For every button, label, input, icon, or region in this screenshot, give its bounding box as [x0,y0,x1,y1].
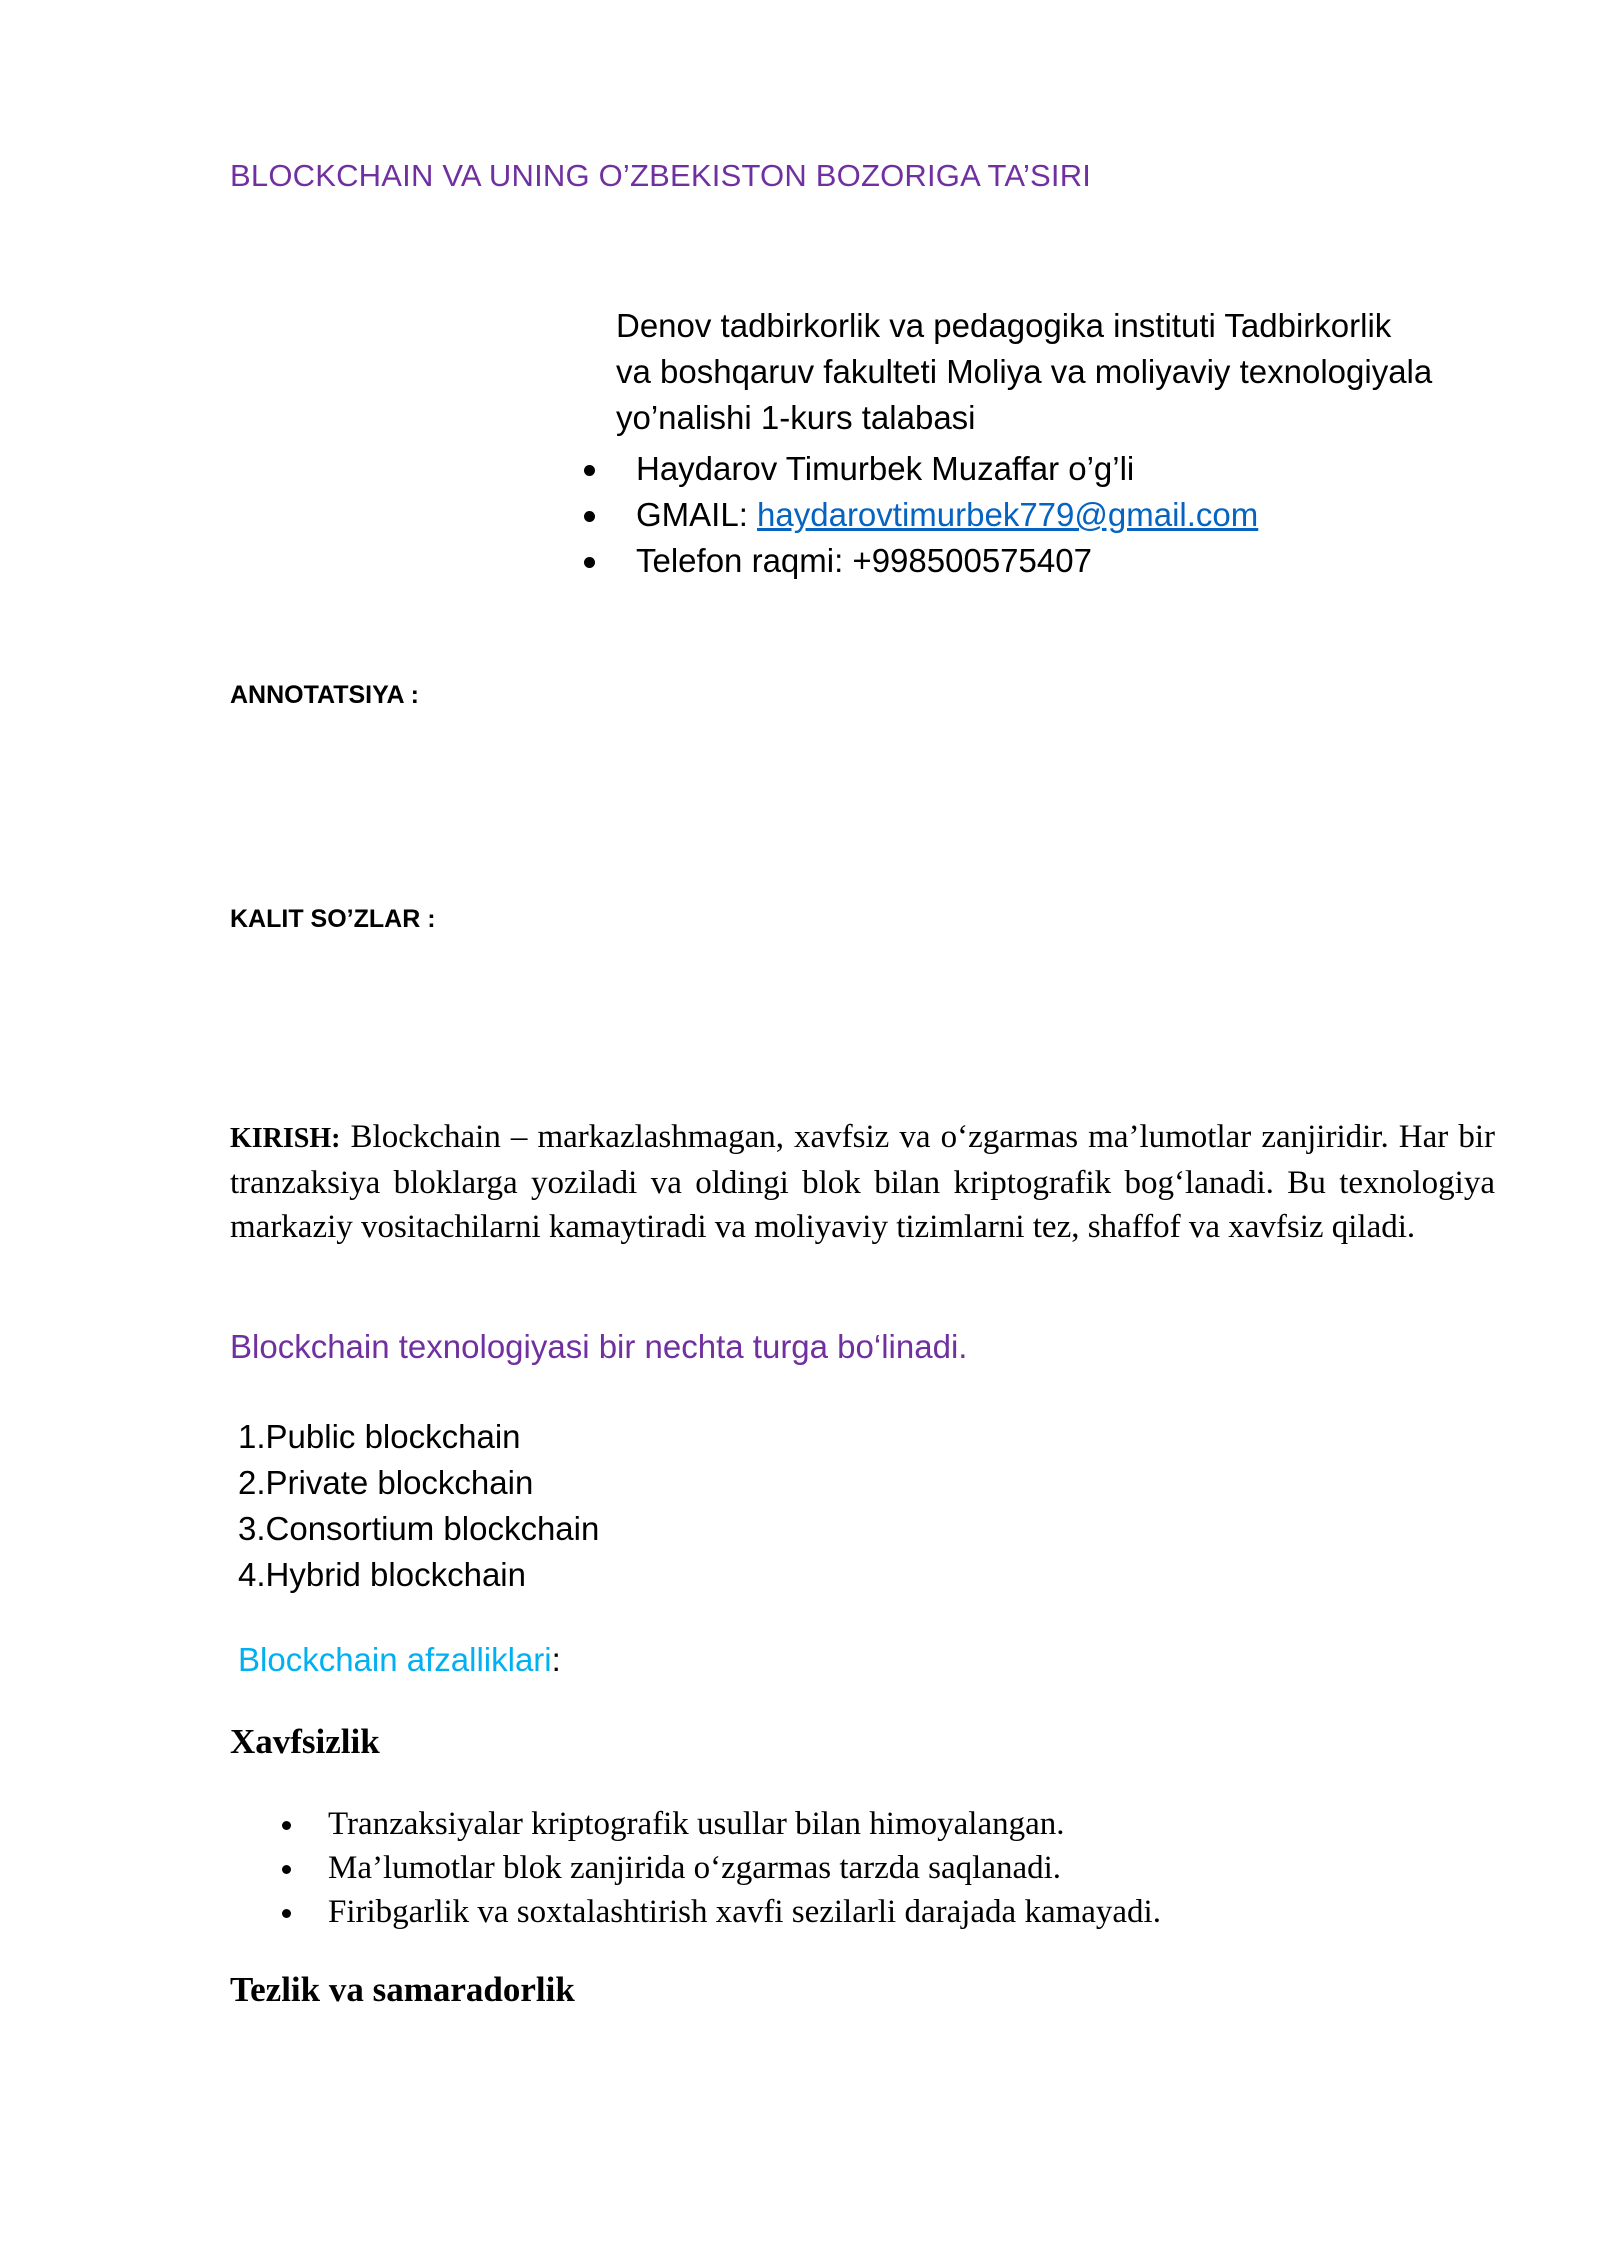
advantages-heading-text: Blockchain afzalliklari [238,1641,552,1678]
types-heading: Blockchain texnologiyasi bir nechta turga bo‘linadi. [230,1328,968,1365]
advantages-colon: : [551,1641,561,1678]
phone-item [580,538,1258,584]
annotation-heading: ANNOTATSIYA : [230,681,419,709]
intro-label: KIRISH: [230,1123,341,1154]
list-item: 2.Private blockchain [238,1464,534,1501]
gmail-item [580,492,1258,538]
author-info-list [580,446,1258,584]
speed-heading: Tezlik va samaradorlik [230,1970,575,2009]
intro-text: Blockchain – markazlashmagan, xavfsiz va o‘zgarmas ma’lumotlar zanjiridir. Har bir tranzaksiya bloklarga yoziladi va oldingi blok bilan kriptografik bog‘lanadi. Bu texnologiya markaziy vositachilarni kamaytiradi va moliyaviy tizimlarni tez, shaffof va xavfsiz qiladi. [230,1119,1495,1245]
author-name-item [580,446,1258,492]
gmail-link[interactable]: haydarovtimurbek779@gmail.com [757,496,1259,533]
security-point: Ma’lumotlar blok zanjirida o‘zgarmas tarzda saqlanadi. [328,1850,1062,1886]
security-point: Firibgarlik va soxtalashtirish xavfi sezilarli darajada kamayadi. [328,1894,1161,1930]
bullet-icon [584,511,595,522]
affiliation-line: va boshqaruv fakulteti Moliya va moliyaviy texnologiyala [616,353,1433,390]
affiliation-line: yo’nalishi 1-kurs talabasi [616,399,976,436]
bullet-icon [584,465,595,476]
bullet-icon [282,1821,291,1830]
list-item [238,1802,1161,1846]
list-item: 3.Consortium blockchain [238,1510,600,1547]
list-item: 1.Public blockchain [238,1418,521,1455]
bullet-icon [584,557,595,568]
list-item [238,1890,1161,1934]
security-point: Tranzaksiyalar kriptografik usullar bilan himoyalangan. [328,1806,1065,1842]
affiliation-block [616,303,1516,441]
gmail-label: GMAIL: [636,496,758,533]
author-name: Haydarov Timurbek Muzaffar o’g’li [636,450,1135,487]
phone-text: Telefon raqmi: +998500575407 [636,542,1092,579]
list-item [238,1846,1161,1890]
intro-paragraph [230,1115,1495,1249]
affiliation-line: Denov tadbirkorlik va pedagogika instituti Tadbirkorlik [616,307,1392,344]
blockchain-types-list [238,1414,599,1598]
security-heading: Xavfsizlik [230,1722,380,1761]
keywords-heading: KALIT SO’ZLAR : [230,905,436,933]
advantages-heading [238,1641,561,1679]
document-title: BLOCKCHAIN VA UNING O’ZBEKISTON BOZORIGA TA’SIRI [230,158,1092,193]
list-item: 4.Hybrid blockchain [238,1556,526,1593]
security-points-list [238,1802,1161,1934]
bullet-icon [282,1865,291,1874]
bullet-icon [282,1909,291,1918]
